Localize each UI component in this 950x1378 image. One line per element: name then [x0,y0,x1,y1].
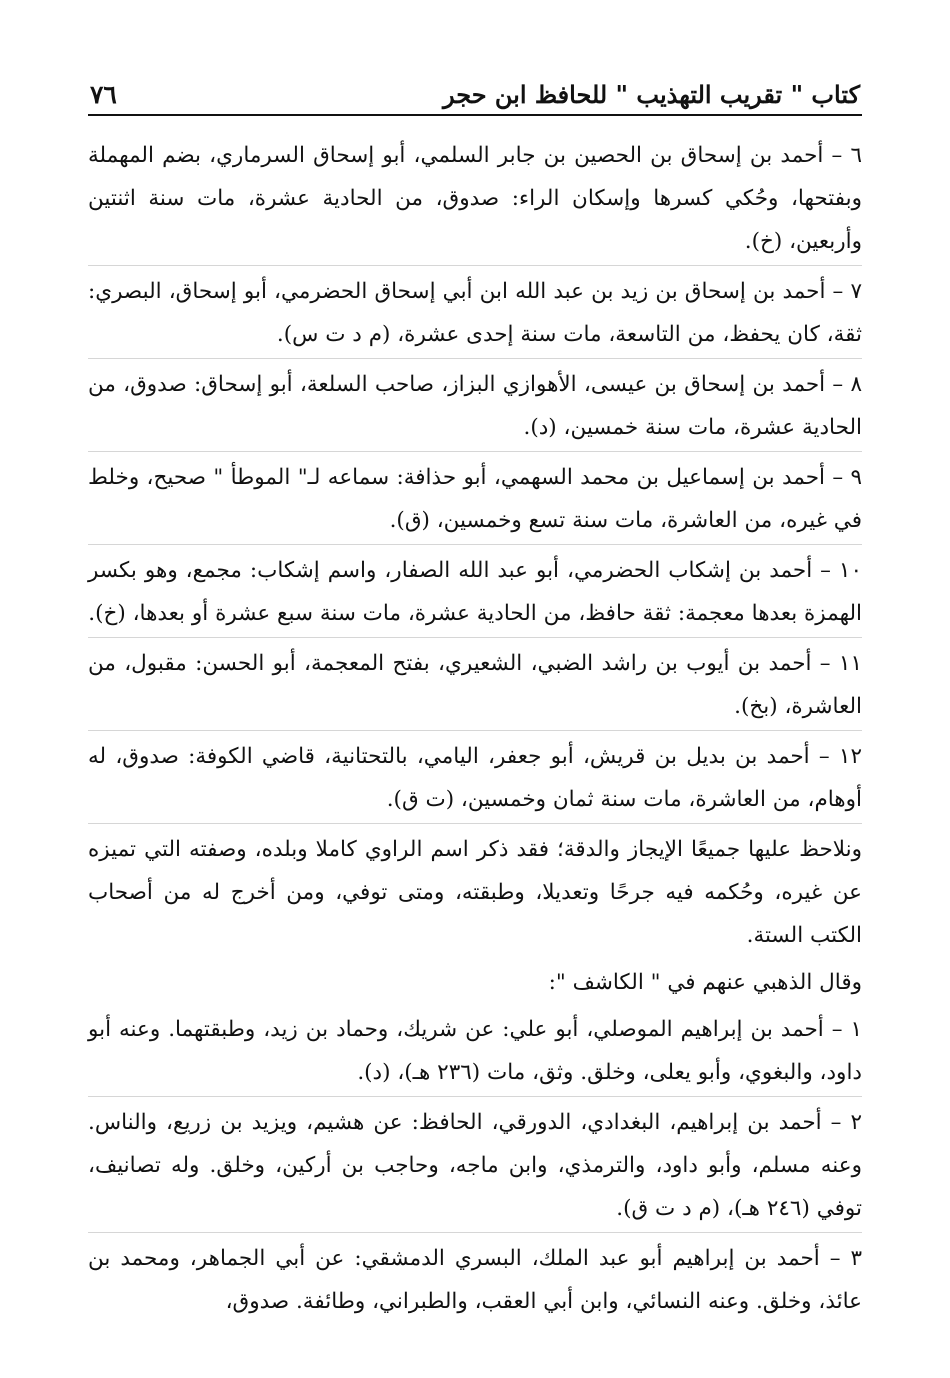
kashif-entry-1: ١ – أحمد بن إبراهيم الموصلي، أبو علي: عن شريك، وحماد بن زيد، وطبقتهما. وعنه أبو داود، والبغوي، وأبو يعلى، وخلق. وثق، مات (٢٣٦ هـ)، (د). [88,1008,862,1097]
narrator-entry-7: ٧ – أحمد بن إسحاق بن زيد بن عبد الله ابن أبي إسحاق الحضرمي، أبو إسحاق، البصري: ثقة، كان يحفظ، من التاسعة، مات سنة إحدى عشرة، (م د ت س). [88,270,862,359]
kashif-entry-2: ٢ – أحمد بن إبراهيم، البغدادي، الدورقي، الحافظ: عن هشيم، ويزيد بن زريع، والناس. وعنه مسلم، وأبو داود، والترمذي، وابن ماجه، وحاجب بن أركين، وخلق. وله تصانيف، توفي (٢٤٦ هـ)، (م د ت ق). [88,1101,862,1233]
book-page [88,72,862,1327]
narrator-entry-12: ١٢ – أحمد بن بديل بن قريش، أبو جعفر، اليامي، بالتحتانية، قاضي الكوفة: صدوق، له أوهام، من العاشرة، مات سنة ثمان وخمسين، (ت ق). [88,735,862,824]
page-body [88,134,862,1323]
page-header [88,72,862,116]
narrator-entry-8: ٨ – أحمد بن إسحاق بن عيسى، الأهوازي البزاز، صاحب السلعة، أبو إسحاق: صدوق، من الحادية عشرة، مات سنة خمسين، (د). [88,363,862,452]
running-title: كتاب " تقريب التهذيب " للحافظ ابن حجر [442,80,860,109]
page-number: ٧٦ [90,80,117,109]
commentary-paragraph: ونلاحظ عليها جميعًا الإيجاز والدقة؛ فقد ذكر اسم الراوي كاملا وبلده، وصفته التي تميزه عن غيره، وحُكمه فيه جرحًا وتعديلا، وطبقته، ومتى توفي، ومن أخرج له من أصحاب الكتب الستة. [88,837,862,948]
narrator-entry-9: ٩ – أحمد بن إسماعيل بن محمد السهمي، أبو حذافة: سماعه لـ" الموطأ " صحيح، وخلط في غيره، من العاشرة، مات سنة تسع وخمسين، (ق). [88,456,862,545]
narrator-entry-10: ١٠ – أحمد بن إشكاب الحضرمي، أبو عبد الله الصفار، واسم إشكاب: مجمع، وهو بكسر الهمزة بعدها معجمة: ثقة حافظ، من الحادية عشرة، مات سنة سبع عشرة أو بعدها، (خ). [88,549,862,638]
narrator-entry-6: ٦ – أحمد بن إسحاق بن الحصين بن جابر السلمي، أبو إسحاق السرماري، بضم المهملة وبفتحها، وحُكي كسرها وإسكان الراء: صدوق، من الحادية عشرة، مات سنة اثنتين وأربعين، (خ). [88,134,862,266]
kashif-entry-3: ٣ – أحمد بن إبراهيم أبو عبد الملك، البسري الدمشقي: عن أبي الجماهر، ومحمد بن عائذ، وخلق. وعنه النسائي، وابن أبي العقب، والطبراني، وطائفة. صدوق، [88,1246,862,1314]
narrator-entry-11: ١١ – أحمد بن أيوب بن راشد الضبي، الشعيري، بفتح المعجمة، أبو الحسن: مقبول، من العاشرة، (بخ). [88,642,862,731]
kashif-intro: وقال الذهبي عنهم في " الكاشف ": [548,970,862,995]
